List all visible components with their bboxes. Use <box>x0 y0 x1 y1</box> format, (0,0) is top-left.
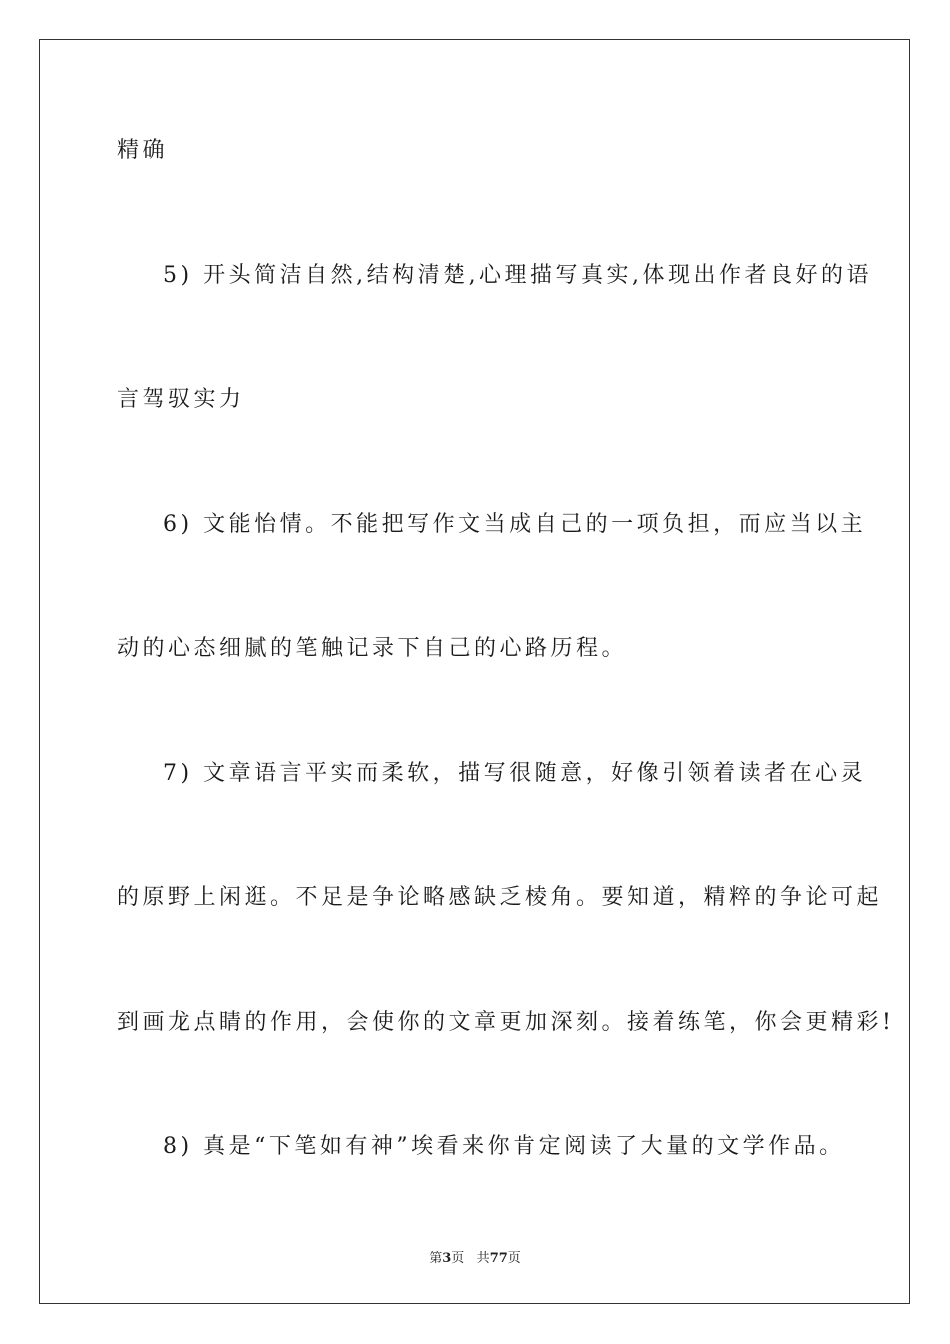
text-line-4: 6) 文能怡情。不能把写作文当成自己的一项负担，而应当以主 <box>163 512 867 537</box>
footer-page-current: 3 <box>442 1251 452 1266</box>
page-footer <box>0 1247 950 1266</box>
text-line-7: 的原野上闲逛。不足是争论略感缺乏棱角。要知道，精粹的争论可起 <box>117 885 883 910</box>
page-border <box>39 39 910 1304</box>
text-line-8: 到画龙点睛的作用，会使你的文章更加深刻。接着练笔，你会更精彩! <box>117 1010 895 1035</box>
footer-page-prefix: 第 <box>429 1251 443 1266</box>
footer-page-total: 77 <box>489 1251 508 1266</box>
footer-total-suffix: 页 <box>507 1251 521 1266</box>
text-line-3: 言驾驭实力 <box>117 387 245 412</box>
text-line-1: 精确 <box>117 138 169 163</box>
text-line-6: 7) 文章语言平实而柔软，描写很随意，好像引领着读者在心灵 <box>163 761 867 786</box>
footer-page-suffix: 页 <box>451 1251 465 1266</box>
footer-total-prefix: 共 <box>476 1251 490 1266</box>
text-line-2: 5) 开头简洁自然,结构清楚,心理描写真实,体现出作者良好的语 <box>163 263 873 288</box>
text-line-9: 8) 真是“下笔如有神”埃看来你肯定阅读了大量的文学作品。 <box>163 1134 845 1159</box>
text-line-5: 动的心态细腻的笔触记录下自己的心路历程。 <box>117 636 628 661</box>
